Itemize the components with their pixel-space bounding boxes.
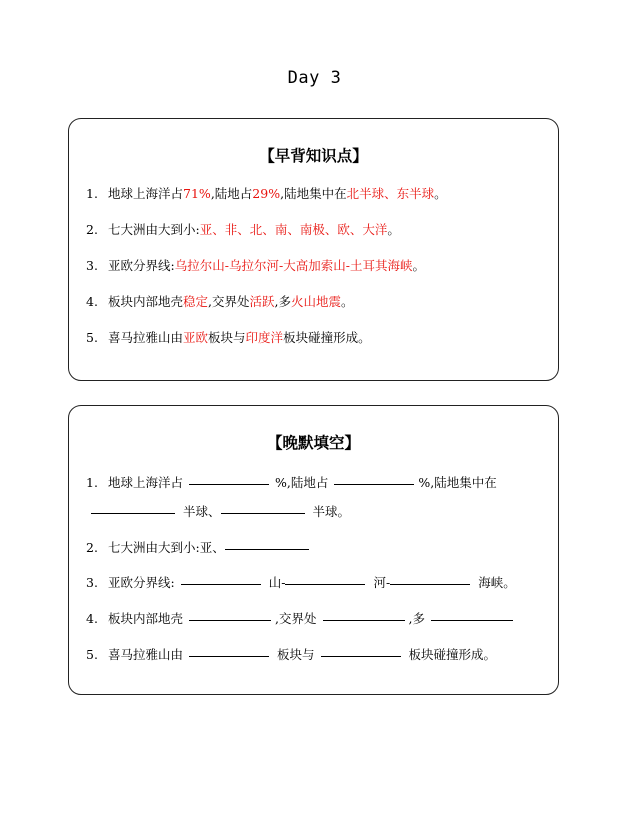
item-text: 七大洲由大到小:亚、	[108, 540, 225, 555]
evening-fill-blank-card	[68, 405, 559, 695]
item-number: 2.	[86, 540, 98, 555]
fill-blank[interactable]	[225, 549, 309, 550]
page-title: Day 3	[287, 68, 342, 88]
fill-blank[interactable]	[323, 620, 405, 621]
item-text: 板块与	[208, 330, 246, 345]
item-number: 1.	[86, 475, 98, 490]
answer-text: 土耳其海峡	[349, 258, 413, 273]
item-text: 河-	[373, 575, 391, 590]
answer-text: 亚	[199, 222, 213, 237]
item-text: 板块内部地壳	[108, 611, 184, 626]
morning-item-2	[86, 222, 400, 238]
fill-blank[interactable]	[189, 656, 269, 657]
answer-text: 71%	[183, 186, 211, 201]
morning-item-3	[86, 258, 425, 274]
item-text: ,多	[408, 611, 425, 626]
fill-blank[interactable]	[431, 620, 513, 621]
item-text: ,交界处	[275, 611, 317, 626]
fill-blank[interactable]	[334, 484, 414, 485]
morning-item-4	[86, 294, 354, 310]
item-text: 。	[387, 222, 400, 237]
separator: -	[345, 258, 350, 273]
item-text: 海峡。	[478, 575, 516, 590]
item-text: 地球上海洋占	[108, 475, 184, 490]
item-text: 地球上海洋占	[108, 186, 184, 201]
item-text: 。	[434, 186, 447, 201]
answer-text: 乌拉尔河	[228, 258, 279, 273]
separator: 、	[324, 222, 338, 237]
evening-item-4	[86, 611, 513, 627]
fill-blank[interactable]	[91, 513, 175, 514]
separator: 、	[237, 222, 250, 237]
answer-text: 北半球	[346, 186, 385, 201]
answer-text: 活跃	[249, 294, 275, 309]
fill-blank[interactable]	[189, 484, 269, 485]
separator: 、	[262, 222, 275, 237]
answer-text: 南极	[299, 222, 325, 237]
morning-knowledge-card	[68, 118, 559, 381]
item-text: 七大洲由大到小:	[108, 222, 200, 237]
item-number: 5.	[86, 330, 98, 345]
item-text: 板块碰撞形成。	[283, 330, 371, 345]
item-text: 山-	[268, 575, 286, 590]
separator: -	[224, 258, 229, 273]
answer-text: 欧	[337, 222, 350, 237]
evening-item-5	[86, 647, 496, 663]
morning-item-1	[86, 186, 447, 202]
item-text: %,陆地集中在	[418, 475, 497, 490]
separator: 、	[212, 222, 225, 237]
item-number: 3.	[86, 575, 98, 590]
fill-blank[interactable]	[189, 620, 271, 621]
answer-text: 稳定	[183, 294, 209, 309]
item-number: 5.	[86, 647, 98, 662]
answer-text: 乌拉尔山	[174, 258, 225, 273]
item-text: ,交界处	[208, 294, 250, 309]
item-text: 亚欧分界线:	[108, 258, 175, 273]
item-number: 2.	[86, 222, 98, 237]
item-text: ,陆地集中在	[280, 186, 347, 201]
item-text: 板块与	[277, 647, 315, 662]
separator: -	[278, 258, 284, 273]
answer-text: 火山地震	[291, 294, 342, 309]
item-text: 板块内部地壳	[108, 294, 184, 309]
fill-blank[interactable]	[321, 656, 401, 657]
evening-item-2	[86, 540, 309, 556]
separator: 、	[287, 222, 300, 237]
answer-text: 北	[249, 222, 263, 237]
evening-card-heading: 【晚默填空】	[266, 433, 360, 452]
answer-text: 印度洋	[245, 330, 284, 345]
answer-text: 大高加索山	[283, 258, 346, 273]
separator: 、	[349, 222, 363, 237]
fill-blank[interactable]	[181, 584, 261, 585]
item-text: %,陆地占	[275, 475, 329, 490]
answer-text: 亚欧	[183, 330, 209, 345]
evening-item-1	[86, 475, 497, 491]
item-text: 板块碰撞形成。	[408, 647, 497, 662]
item-text: ,陆地占	[210, 186, 253, 201]
answer-text: 29%	[252, 186, 281, 201]
item-text: 。	[341, 294, 354, 309]
answer-text: 南	[274, 222, 288, 237]
fill-blank[interactable]	[285, 584, 365, 585]
evening-item-1-cont	[91, 504, 350, 520]
fill-blank[interactable]	[221, 513, 305, 514]
item-text: 亚欧分界线:	[108, 575, 175, 590]
item-number: 3.	[86, 258, 98, 273]
fill-blank[interactable]	[390, 584, 470, 585]
item-text: 半球。	[312, 504, 351, 519]
answer-text: 非	[224, 222, 238, 237]
answer-text: 大洋	[362, 222, 388, 237]
morning-item-5	[86, 330, 371, 346]
item-text: 喜马拉雅山由	[108, 330, 184, 345]
answer-text: 东半球	[396, 186, 435, 201]
morning-card-heading: 【早背知识点】	[259, 146, 368, 165]
separator: 、	[384, 186, 397, 201]
item-number: 1.	[86, 186, 98, 201]
item-number: 4.	[86, 294, 98, 309]
item-text: 喜马拉雅山由	[108, 647, 184, 662]
item-number: 4.	[86, 611, 98, 626]
evening-item-3	[86, 575, 516, 591]
item-text: ,多	[274, 294, 292, 309]
item-text: 半球、	[183, 504, 221, 519]
item-text: 。	[412, 258, 425, 273]
